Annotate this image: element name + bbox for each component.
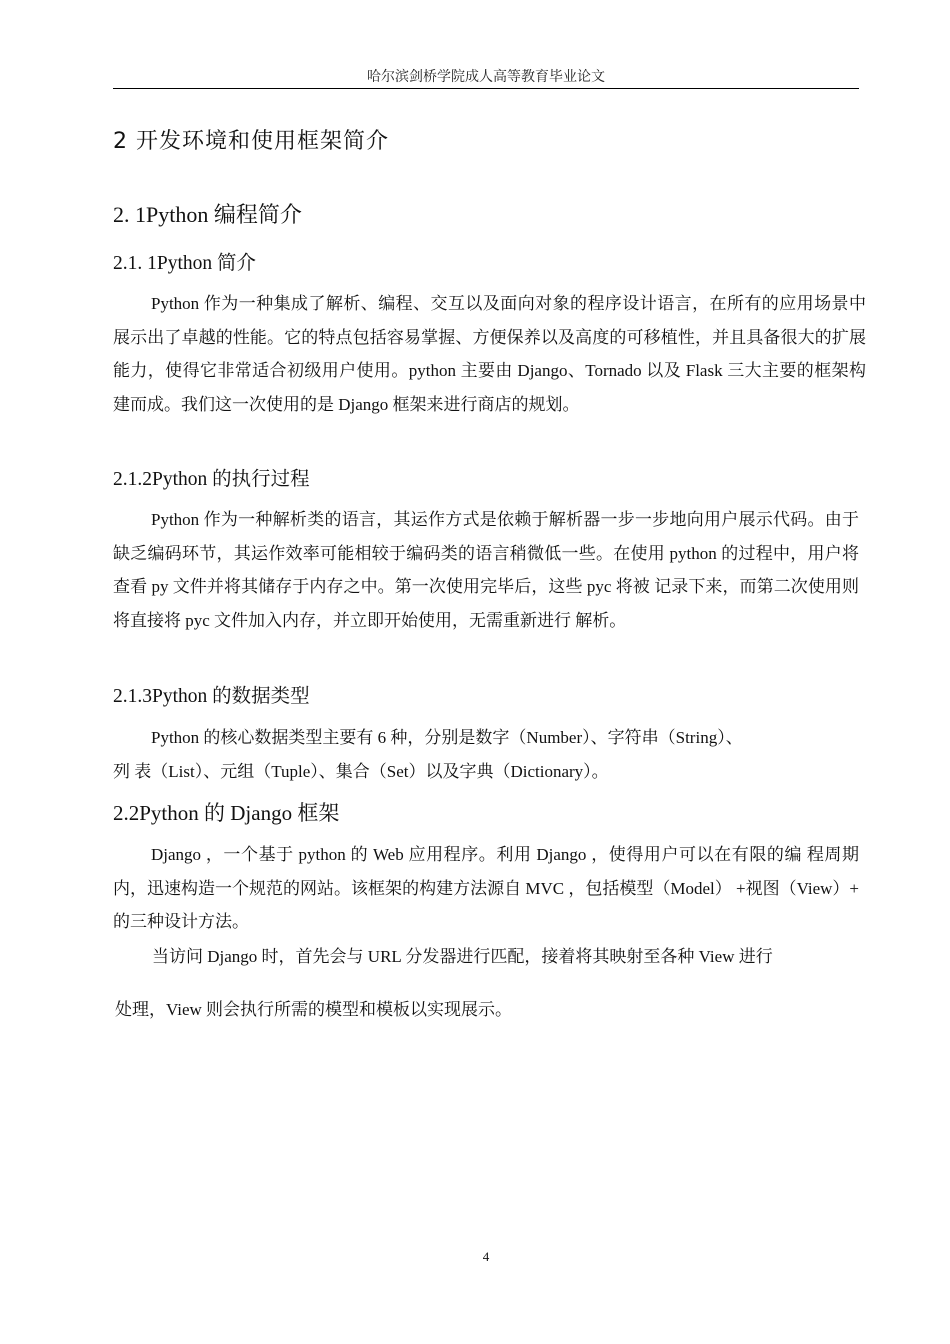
running-header: 哈尔滨剑桥学院成人高等教育毕业论文 [367, 70, 605, 85]
section-2-1-1-body [113, 287, 866, 421]
paragraph: Python 作为一种集成了解析、编程、交互以及面向对象的程序设计语言，在所有的应用场景中展示出了卓越的性能。它的特点包括容易掌握、方便保养以及高度的可移植性，并且具备很大的扩展能力，使得它非常适合初级用户使用。python 主要由 Django、Tornado 以及 Flask 三大主要的框架构建而成。我们这一次使用的是 Django 框架来进行商店的规划。 [113, 294, 866, 414]
paragraph-line: 列 表（List）、元组（Tuple）、集合（Set）以及字典（Dictionary）。 [113, 761, 609, 781]
section-2-1-3-title: 2.1.3Python 的数据类型 [113, 686, 310, 707]
section-2-2-body [113, 838, 859, 939]
paragraph: Django ，一个基于 python 的 Web 应用程序。利用 Django ，使得用户可以在有限的编 程周期内，迅速构造一个规范的网站。该框架的构建方法源自 MVC ，包括模型（Model） +视图（View）+ 的三种设计方法。 [113, 845, 859, 931]
chapter-title: 2 开发环境和使用框架简介 [113, 129, 389, 154]
section-2-2-title: 2.2Python 的 Django 框架 [113, 801, 340, 825]
section-2-1-1-title: 2.1. 1Python 简介 [113, 253, 257, 274]
paragraph-last-line: 处理，View 则会执行所需的模型和模板以实现展示。 [115, 1000, 513, 1019]
section-2-1-2-title: 2.1.2Python 的执行过程 [113, 469, 310, 490]
section-2-1-3-body [113, 721, 866, 788]
paragraph: Python 作为一种解析类的语言，其运作方式是依赖于解析器一步一步地向用户展示代码。由于缺乏编码环节，其运作效率可能相较于编码类的语言稍微低一些。在使用 python 的过程中，用户将查看 py 文件并将其储存于内存之中。第一次使用完毕后，这些 pyc 将被 记录下来，而第二次使用则将直接将 pyc 文件加入内存，并立即开始使用，无需重新进行 解析。 [113, 510, 859, 630]
wrapped-line: 当访问 Django 时，首先会与 URL 分发器进行匹配，接着将其映射至各种 View 进行 [152, 947, 773, 966]
page-number: 4 [482, 1249, 490, 1264]
header-rule [113, 88, 859, 89]
section-2-1-2-body [113, 503, 859, 637]
section-2-1-title: 2. 1Python 编程简介 [113, 202, 302, 227]
paragraph-line: Python 的核心数据类型主要有 6 种，分别是数字（Number）、字符串（String）、 [151, 728, 743, 747]
